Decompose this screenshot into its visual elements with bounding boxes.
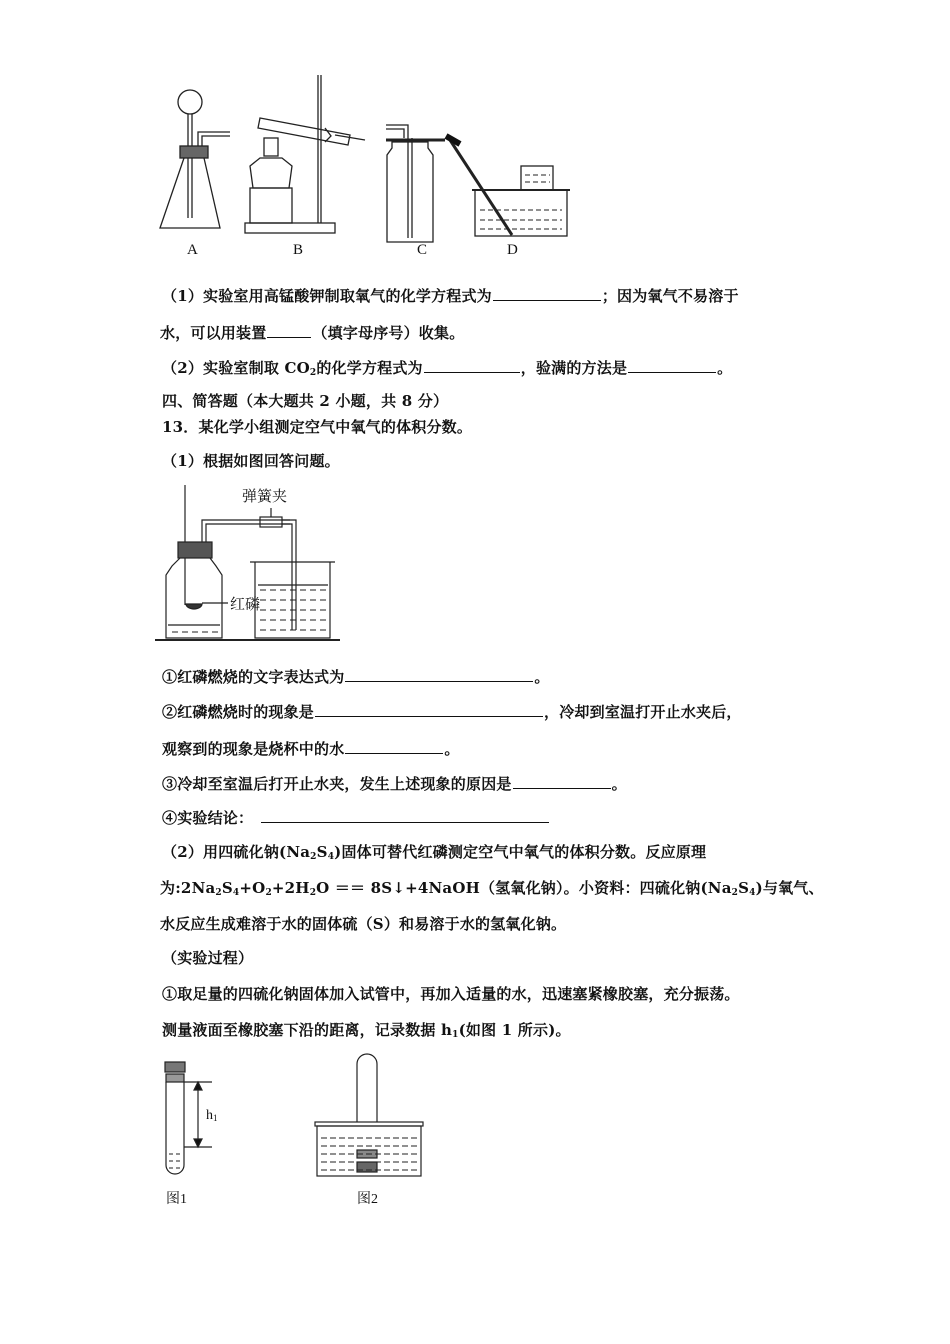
q13-part1-intro: （1）根据如图回答问题。 [162, 452, 340, 470]
apparatus-label-b: B [293, 242, 304, 258]
answer-blank[interactable] [267, 323, 311, 338]
apparatus-figure [150, 70, 580, 270]
answer-blank[interactable] [493, 286, 601, 301]
process-step1-line2: 测量液面至橡胶塞下沿的距离，记录数据 $h_1$(如图 1 所示)。 [162, 1021, 571, 1040]
answer-blank[interactable] [424, 358, 520, 373]
answer-blank[interactable] [315, 702, 543, 717]
apparatus-label-c: C [417, 242, 428, 258]
q13-item1: ①红磷燃烧的文字表达式为 。 [162, 668, 550, 686]
q13-part2-line3: 水反应生成难溶于水的固体硫（S）和易溶于水的氢氧化钠。 [160, 915, 567, 933]
answer-blank[interactable] [345, 667, 533, 682]
phosphorus-apparatus-figure [150, 480, 350, 650]
q12-part1-line2: 水，可以用装置 （填字母序号）收集。 [160, 324, 465, 342]
h1-label: $h_1$ [206, 1108, 218, 1123]
figure2-caption: 图2 [357, 1192, 378, 1207]
q13-item2-line1: ②红磷燃烧时的现象是 ，冷却到室温打开止水夹后， [162, 703, 742, 721]
q13-part2-line1: （2）用四硫化钠$(Na_2S_4)$固体可替代红磷测定空气中氧气的体积分数。反应原理 [162, 843, 707, 862]
q12-part1-line1: （1）实验室用高锰酸钾制取氧气的化学方程式为 ；因为氧气不易溶于 [162, 287, 739, 305]
red-phosphorus-label: 红磷 [230, 595, 261, 613]
apparatus-label-d: D [507, 242, 518, 258]
section-heading: 四、简答题（本大题共 2 小题，共 8 分） [162, 392, 449, 410]
q13-reaction-equation: 为$:2Na_2S_4+O_2+2H_2O$ ＝＝ 8S↓+4NaOH（氢氧化钠）。小资料：四硫化钠$(Na_2S_4)$与氧气、 [160, 879, 824, 898]
q13-item3: ③冷却至室温后打开止水夹，发生上述现象的原因是 。 [162, 775, 627, 793]
answer-blank[interactable] [513, 774, 611, 789]
answer-blank[interactable] [345, 739, 443, 754]
answer-blank[interactable] [628, 358, 716, 373]
process-step1-line1: ①取足量的四硫化钠固体加入试管中，再加入适量的水，迅速塞紧橡胶塞，充分振荡。 [162, 985, 740, 1003]
q12-part2: （2）实验室制取 $CO_2$的化学方程式为 ，验满的方法是 。 [162, 359, 733, 378]
apparatus-label-a: A [187, 242, 198, 258]
answer-blank[interactable] [261, 808, 549, 823]
figure1-caption: 图1 [166, 1192, 187, 1207]
q13-item2-line2: 观察到的现象是烧杯中的水 。 [162, 740, 460, 758]
spring-clamp-label: 弹簧夹 [242, 487, 288, 505]
process-heading: （实验过程） [162, 949, 254, 967]
apparatus-drawing [150, 70, 580, 270]
test-tube-figures [150, 1050, 450, 1220]
q13-item4: ④实验结论： [162, 808, 550, 828]
test-tube-drawing [150, 1050, 450, 1220]
q13-stem: 13．某化学小组测定空气中氧气的体积分数。 [162, 418, 473, 436]
